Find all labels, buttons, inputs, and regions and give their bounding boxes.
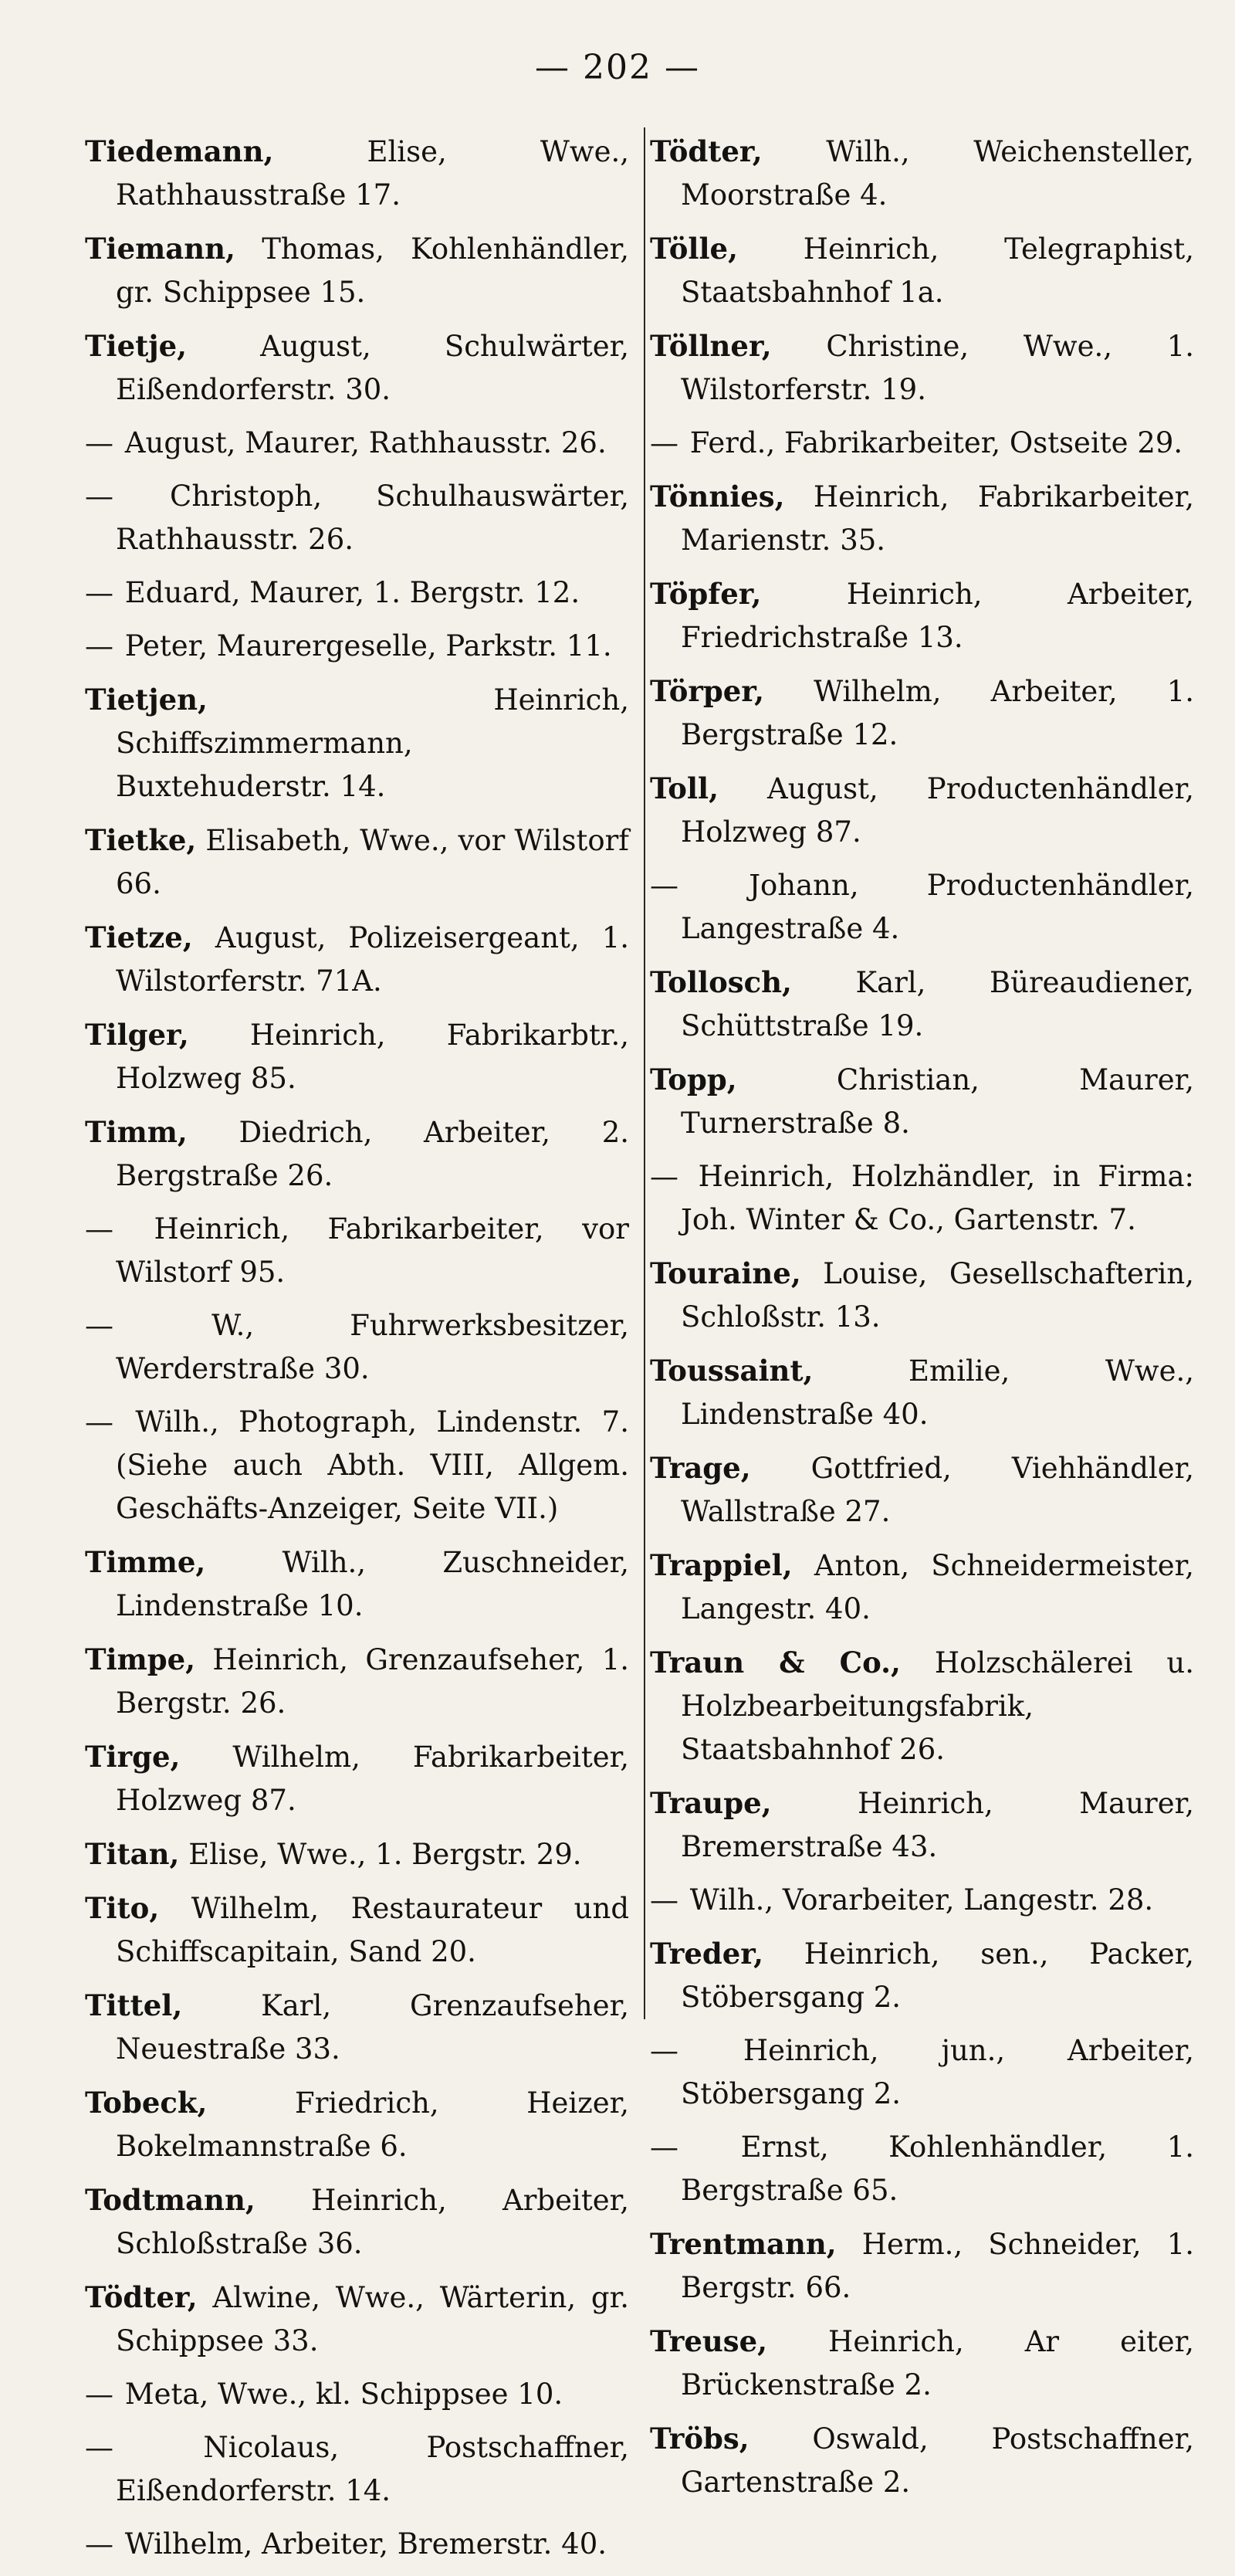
directory-entry — [650, 2320, 1194, 2407]
entry-details: Heinrich, Arbeiter, Friedrichstraße 13. — [681, 578, 1194, 654]
entry-details: Elise, Wwe., Rathhausstraße 17. — [116, 135, 630, 212]
entry-surname: Timpe, — [85, 1642, 196, 1676]
directory-entry — [85, 678, 629, 808]
entry-details: Heinrich, jun., Arbeiter, Stöbersgang 2. — [681, 2034, 1194, 2110]
directory-entry — [85, 324, 629, 412]
ditto-dash: — — [85, 2378, 113, 2411]
page-number: — 202 — — [535, 48, 700, 87]
entry-surname: Treuse, — [650, 2324, 768, 2358]
entry-details: Heinrich, Holzhändler, in Firma: Joh. Winter & Co., Gartenstr. 7. — [681, 1160, 1194, 1236]
directory-entry — [650, 1641, 1194, 1771]
ditto-dash: — — [650, 1883, 678, 1917]
ditto-dash: — — [650, 1160, 678, 1193]
entry-details: Elise, Wwe., 1. Bergstr. 29. — [188, 1838, 582, 1871]
directory-entry — [85, 422, 629, 465]
entry-details: Anton, Schneidermeister, Langestr. 40. — [681, 1549, 1194, 1625]
directory-entry — [85, 1013, 629, 1100]
directory-entry — [650, 2222, 1194, 2310]
entry-details: Heinrich, Telegraphist, Staatsbahnhof 1a. — [681, 232, 1194, 309]
entry-surname: Traun & Co., — [650, 1646, 901, 1679]
entry-surname: Touraine, — [650, 1256, 801, 1290]
ditto-dash: — — [650, 2130, 678, 2164]
directory-entry — [650, 669, 1194, 757]
entry-surname: Tietke, — [85, 823, 197, 857]
directory-entry — [85, 475, 629, 561]
entry-surname: Töllner, — [650, 329, 772, 363]
entry-details: Ernst, Kohlenhändler, 1. Bergstraße 65. — [681, 2130, 1194, 2207]
directory-entry — [85, 2276, 629, 2363]
entry-surname: Todtmann, — [85, 2183, 255, 2217]
entry-details: Wilhelm, Arbeiter, 1. Bergstraße 12. — [681, 675, 1194, 751]
directory-entry — [85, 2373, 629, 2416]
directory-entry — [85, 1984, 629, 2071]
entry-surname: Titan, — [85, 1837, 180, 1871]
directory-entry — [85, 1110, 629, 1198]
entry-surname: Tito, — [85, 1891, 160, 1925]
directory-entry — [85, 2426, 629, 2513]
directory-entry — [85, 625, 629, 668]
ditto-dash: — — [650, 869, 678, 902]
directory-entry — [85, 1541, 629, 1628]
entry-details: Thomas, Kohlenhändler, gr. Schippsee 15. — [116, 232, 629, 309]
entry-details: Louise, Gesellschafterin, Schloßstr. 13. — [681, 1257, 1195, 1334]
entry-details: Holzschälerei u. Holzbearbeitungsfabrik, Staatsbahnhof 26. — [681, 1646, 1194, 1766]
ditto-dash: — — [85, 576, 113, 609]
left-column — [85, 130, 629, 2576]
directory-entry — [650, 1879, 1194, 1922]
entry-surname: Tittel, — [85, 1988, 183, 2022]
entry-surname: Topp, — [650, 1063, 737, 1096]
entry-details: Eduard, Maurer, 1. Bergstr. 12. — [124, 576, 580, 609]
directory-entry — [85, 2178, 629, 2266]
entry-details: Heinrich, Ar eiter, Brückenstraße 2. — [681, 2325, 1195, 2401]
entry-details: Oswald, Postschaffner, Gartenstraße 2. — [681, 2422, 1194, 2499]
entry-surname: Tödter, — [85, 2280, 198, 2314]
entry-details: Heinrich, Fabrikarbeiter, vor Wilstorf 95. — [116, 1212, 629, 1289]
entry-details: Johann, Productenhändler, Langestraße 4. — [681, 869, 1194, 945]
entry-surname: Treder, — [650, 1937, 763, 1971]
entry-details: Heinrich, Maurer, Bremerstraße 43. — [681, 1787, 1194, 1863]
directory-entry — [650, 130, 1194, 217]
directory-entry — [650, 227, 1194, 314]
entry-details: Wilh., Photograph, Lindenstr. 7. (Siehe auch Abth. VIII, Allgem. Geschäfts-Anzeiger, Seite VII.) — [116, 1405, 629, 1525]
entry-surname: Tödter, — [650, 134, 763, 168]
entry-surname: Tölle, — [650, 232, 738, 266]
entry-details: Karl, Grenzaufseher, Neuestraße 33. — [116, 1989, 629, 2066]
entry-surname: Toll, — [650, 771, 719, 805]
entry-details: Christian, Maurer, Turnerstraße 8. — [681, 1063, 1194, 1140]
entry-details: Heinrich, Grenzaufseher, 1. Bergstr. 26. — [116, 1643, 630, 1720]
entry-surname: Törper, — [650, 674, 764, 708]
directory-entry — [85, 1735, 629, 1822]
entry-surname: Trappiel, — [650, 1548, 793, 1582]
entry-surname: Trage, — [650, 1451, 751, 1485]
directory-entry — [85, 916, 629, 1003]
entry-details: Wilh., Weichensteller, Moorstraße 4. — [681, 135, 1194, 212]
ditto-dash: — — [85, 1212, 113, 1246]
directory-entry — [650, 475, 1194, 562]
directory-entry — [85, 227, 629, 314]
entry-details: Friedrich, Heizer, Bokelmannstraße 6. — [116, 2086, 629, 2163]
entry-details: Elisabeth, Wwe., vor Wilstorf 66. — [116, 824, 630, 900]
directory-entry — [85, 1401, 629, 1530]
entry-details: Diedrich, Arbeiter, 2. Bergstraße 26. — [116, 1116, 630, 1192]
entry-surname: Tollosch, — [650, 965, 792, 999]
entry-surname: Töpfer, — [650, 577, 762, 611]
directory-entry — [650, 767, 1194, 854]
ditto-dash: — — [85, 426, 113, 459]
directory-entry — [650, 1349, 1194, 1436]
entry-details: Emilie, Wwe., Lindenstraße 40. — [681, 1354, 1194, 1431]
directory-entry — [85, 2081, 629, 2168]
entry-surname: Tiedemann, — [85, 134, 274, 168]
directory-entry — [650, 1932, 1194, 2019]
entry-surname: Traupe, — [650, 1786, 772, 1820]
entry-surname: Timme, — [85, 1545, 206, 1579]
entry-surname: Tietje, — [85, 329, 188, 363]
entry-details: August, Maurer, Rathhausstr. 26. — [124, 426, 607, 459]
ditto-dash: — — [85, 2527, 113, 2561]
directory-entry — [650, 1252, 1194, 1339]
entry-details: August, Productenhändler, Holzweg 87. — [681, 772, 1195, 849]
entry-details: Wilh., Vorarbeiter, Langestr. 28. — [689, 1883, 1154, 1917]
directory-entry — [85, 1832, 629, 1876]
directory-entry — [650, 324, 1194, 412]
entry-surname: Tilger, — [85, 1018, 189, 1052]
entry-details: Peter, Maurergeselle, Parkstr. 11. — [124, 629, 612, 663]
directory-entry — [650, 864, 1194, 951]
entry-surname: Tirge, — [85, 1740, 181, 1774]
entry-details: Heinrich, Arbeiter, Schloßstraße 36. — [116, 2184, 629, 2260]
entry-details: Wilhelm, Fabrikarbeiter, Holzweg 87. — [116, 1740, 629, 1817]
ditto-dash: — — [650, 2034, 678, 2067]
directory-entry — [650, 422, 1194, 465]
entry-details: Meta, Wwe., kl. Schippsee 10. — [124, 2378, 563, 2411]
ditto-dash: — — [650, 426, 678, 459]
entry-surname: Trentmann, — [650, 2227, 837, 2261]
ditto-dash: — — [85, 1405, 113, 1439]
directory-entry — [650, 2126, 1194, 2212]
entry-surname: Toussaint, — [650, 1354, 814, 1388]
directory-entry — [650, 1155, 1194, 1242]
entry-details: Karl, Büreaudiener, Schüttstraße 19. — [681, 966, 1194, 1042]
entry-details: Heinrich, sen., Packer, Stöbersgang 2. — [681, 1937, 1195, 2014]
entry-details: W., Fuhrwerksbesitzer, Werderstraße 30. — [116, 1309, 629, 1385]
directory-entry — [85, 819, 629, 906]
entry-details: Heinrich, Schiffszimmermann, Buxtehuderstr. 14. — [116, 683, 629, 803]
entry-surname: Timm, — [85, 1115, 188, 1149]
entry-surname: Tietjen, — [85, 683, 208, 717]
ditto-dash: — — [85, 1309, 113, 1342]
directory-entry — [85, 571, 629, 615]
ditto-dash: — — [85, 629, 113, 663]
entry-surname: Tiemann, — [85, 232, 235, 266]
column-divider — [644, 127, 645, 2019]
entry-surname: Tröbs, — [650, 2422, 749, 2456]
entry-details: August, Polizeisergeant, 1. Wilstorferstr. 71A. — [116, 921, 629, 998]
entry-details: Wilhelm, Arbeiter, Bremerstr. 40. — [124, 2527, 607, 2561]
entry-details: Christine, Wwe., 1. Wilstorferstr. 19. — [681, 330, 1195, 406]
directory-entry — [85, 2523, 629, 2566]
entry-details: Wilhelm, Restaurateur und Schiffscapitain, Sand 20. — [116, 1892, 629, 1968]
directory-entry — [650, 961, 1194, 1048]
directory-entry — [650, 1544, 1194, 1631]
ditto-dash: — — [85, 480, 113, 513]
directory-entry — [650, 1058, 1194, 1145]
directory-entry — [650, 2029, 1194, 2116]
entry-details: Herm., Schneider, 1. Bergstr. 66. — [681, 2228, 1194, 2304]
ditto-dash: — — [85, 2431, 113, 2464]
entry-surname: Tietze, — [85, 920, 193, 954]
directory-entry — [650, 1446, 1194, 1534]
entry-details: Wilh., Zuschneider, Lindenstraße 10. — [116, 1546, 629, 1622]
entry-details: Nicolaus, Postschaffner, Eißendorferstr. 14. — [116, 2431, 630, 2507]
directory-entry — [650, 1781, 1194, 1869]
directory-entry — [85, 1886, 629, 1974]
right-column — [650, 130, 1194, 2514]
entry-surname: Tönnies, — [650, 480, 785, 514]
entry-surname: Tobeck, — [85, 2086, 208, 2120]
directory-entry — [650, 2417, 1194, 2504]
entry-details: Alwine, Wwe., Wärterin, gr. Schippsee 33. — [116, 2281, 630, 2357]
directory-entry — [85, 1304, 629, 1391]
entry-details: Heinrich, Fabrikarbtr., Holzweg 85. — [116, 1019, 630, 1095]
directory-entry — [85, 1638, 629, 1725]
entry-details: Heinrich, Fabrikarbeiter, Marienstr. 35. — [681, 480, 1194, 557]
entry-details: Ferd., Fabrikarbeiter, Ostseite 29. — [689, 426, 1183, 459]
directory-entry — [85, 130, 629, 217]
entry-details: Christoph, Schulhauswärter, Rathhausstr. 26. — [116, 480, 629, 556]
directory-entry — [85, 1208, 629, 1294]
entry-details: August, Schulwärter, Eißendorferstr. 30. — [116, 330, 629, 406]
entry-details: Gottfried, Viehhändler, Wallstraße 27. — [681, 1452, 1194, 1528]
directory-entry — [650, 572, 1194, 659]
